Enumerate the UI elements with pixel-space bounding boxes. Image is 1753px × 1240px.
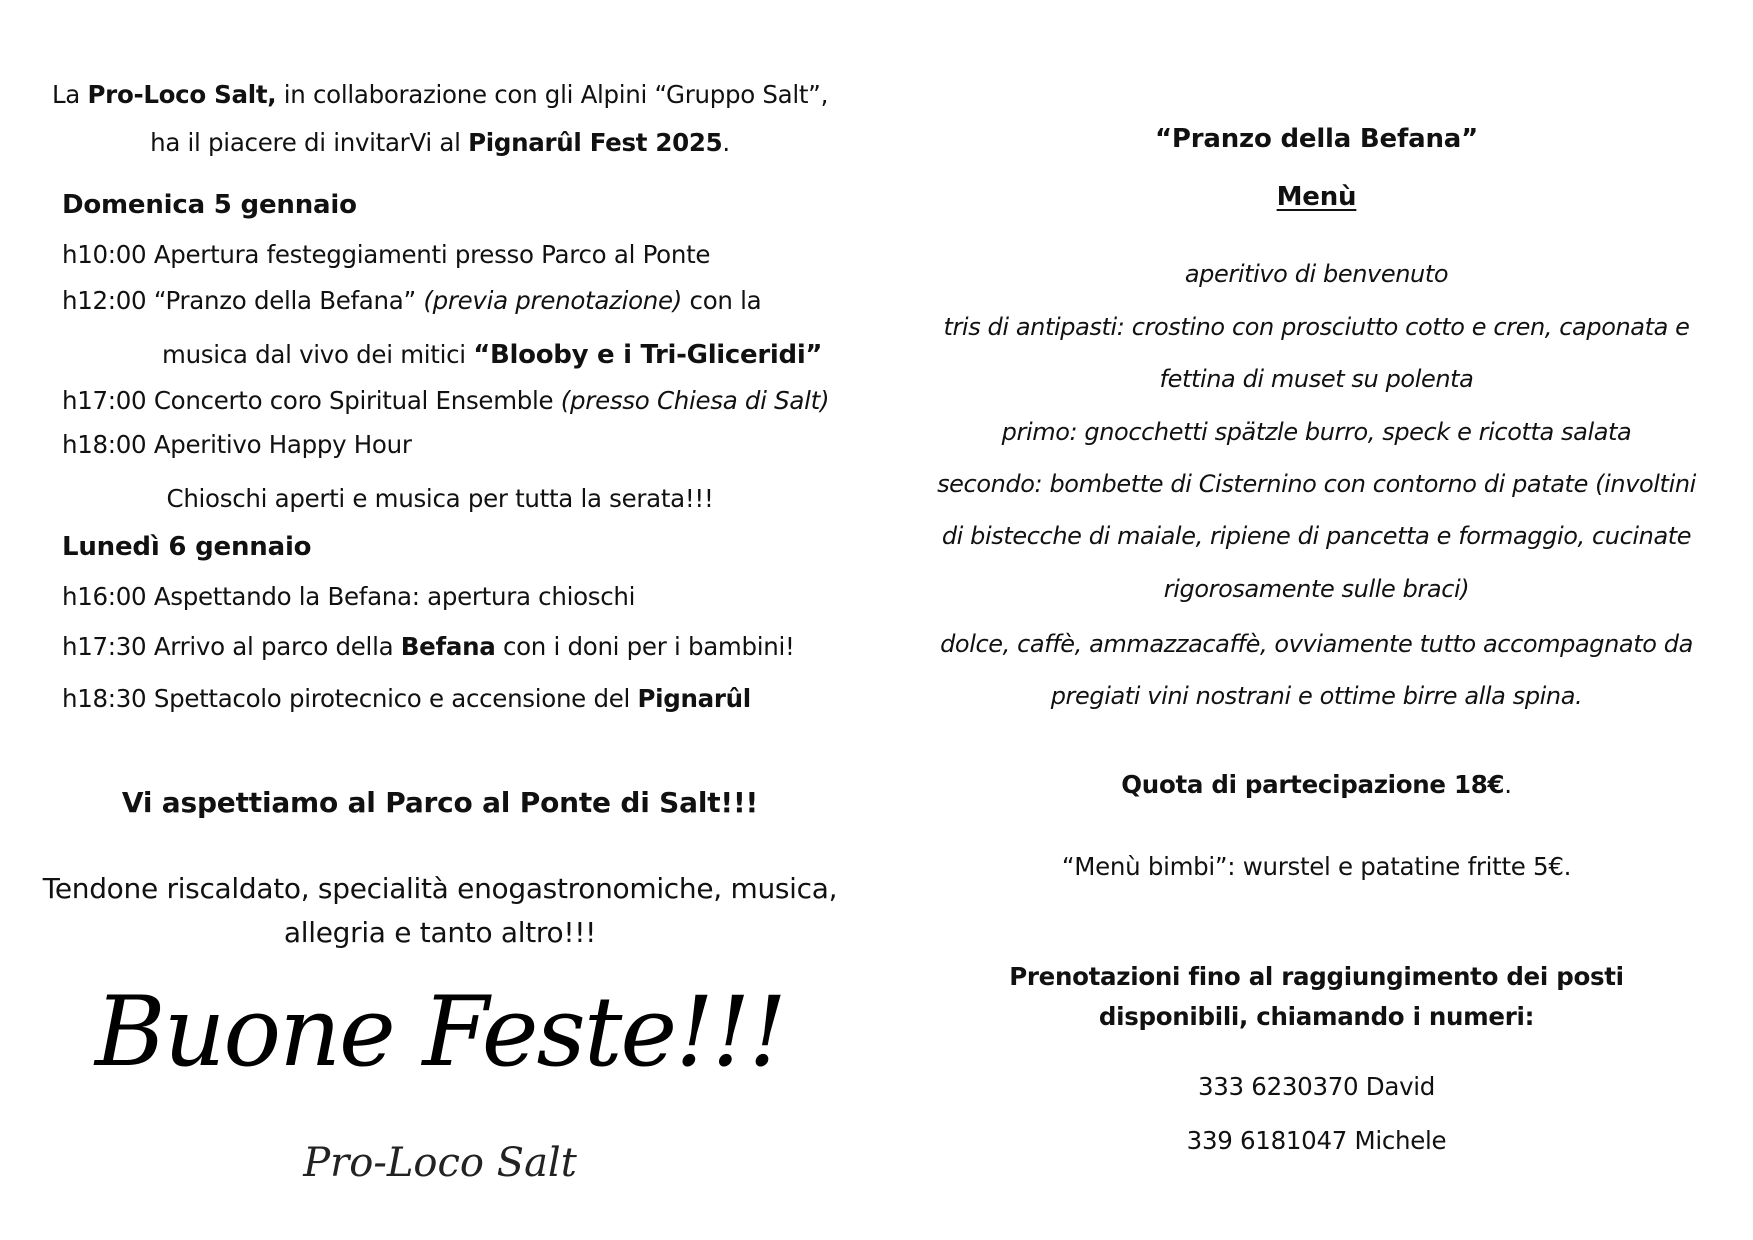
invite-line: Vi aspettiamo al Parco al Ponte di Salt!!!: [121, 786, 759, 819]
menu-line: dolce, caffè, ammazzacaffè, ovviamente tutto accompagnato da: [940, 630, 1693, 658]
day1-item-4: h18:00 Aperitivo Happy Hour: [62, 430, 412, 459]
day2-item-3: h18:30 Spettacolo pirotecnico e accensione del Pignarûl: [62, 684, 751, 713]
day1-item-3: h17:00 Concerto coro Spiritual Ensemble (presso Chiesa di Salt): [62, 386, 830, 415]
intro-line-2: ha il piacere di invitarVi al Pignarûl Fest 2025.: [150, 128, 730, 157]
menu-heading: Menù: [1276, 182, 1357, 212]
menu-line: aperitivo di benvenuto: [1184, 260, 1449, 288]
band-name: “Blooby e i Tri-Gliceridi”: [473, 340, 823, 370]
booking-line-2: disponibili, chiamando i numeri:: [1098, 1002, 1535, 1031]
day1-item-2: h12:00 “Pranzo della Befana” (previa prenotazione) con la: [62, 286, 762, 315]
menu-line: fettina di muset su polenta: [1159, 365, 1474, 393]
price-line: Quota di partecipazione 18€.: [1121, 770, 1512, 799]
menu-line: secondo: bombette di Cisternino con contorno di patate (involtini: [937, 470, 1696, 498]
intro-line-1: La Pro-Loco Salt, in collaborazione con gli Alpini “Gruppo Salt”,: [51, 80, 829, 109]
booking-line-1: Prenotazioni fino al raggiungimento dei posti: [1009, 962, 1624, 991]
signature-script: Pro-Loco Salt: [303, 1140, 577, 1186]
menu-line: tris di antipasti: crostino con prosciutto cotto e cren, caponata e: [943, 313, 1690, 341]
menu-line: di bistecche di maiale, ripiene di pancetta e formaggio, cucinate: [941, 522, 1692, 550]
day2-item-2: h17:30 Arrivo al parco della Befana con i doni per i bambini!: [62, 632, 795, 661]
day1-title: Domenica 5 gennaio: [62, 190, 357, 220]
lunch-title: “Pranzo della Befana”: [1155, 124, 1478, 154]
event-name: Pignarûl Fest 2025: [468, 128, 723, 157]
greeting-script: Buone Feste!!!: [95, 976, 785, 1088]
day1-item-2-cont: musica dal vivo dei mitici “Blooby e i Tri-Gliceridi”: [162, 340, 823, 370]
organizer-name: Pro-Loco Salt,: [87, 80, 277, 109]
day2-title: Lunedì 6 gennaio: [62, 532, 312, 562]
day1-note: Chioschi aperti e musica per tutta la serata!!!: [166, 484, 714, 513]
day2-item-1: h16:00 Aspettando la Befana: apertura chioschi: [62, 582, 636, 611]
kids-menu-line: “Menù bimbi”: wurstel e patatine fritte 5€.: [1061, 852, 1572, 881]
menu-line: primo: gnocchetti spätzle burro, speck e ricotta salata: [1001, 418, 1632, 446]
tent-line-1: Tendone riscaldato, specialità enogastronomiche, musica,: [42, 872, 838, 905]
phone-michele: 339 6181047 Michele: [1186, 1126, 1447, 1155]
menu-line: rigorosamente sulle braci): [1163, 575, 1470, 603]
day1-item-1: h10:00 Apertura festeggiamenti presso Parco al Ponte: [62, 240, 711, 269]
tent-line-2: allegria e tanto altro!!!: [283, 916, 597, 949]
phone-david: 333 6230370 David: [1197, 1072, 1436, 1101]
menu-line: pregiati vini nostrani e ottime birre alla spina.: [1050, 682, 1583, 710]
